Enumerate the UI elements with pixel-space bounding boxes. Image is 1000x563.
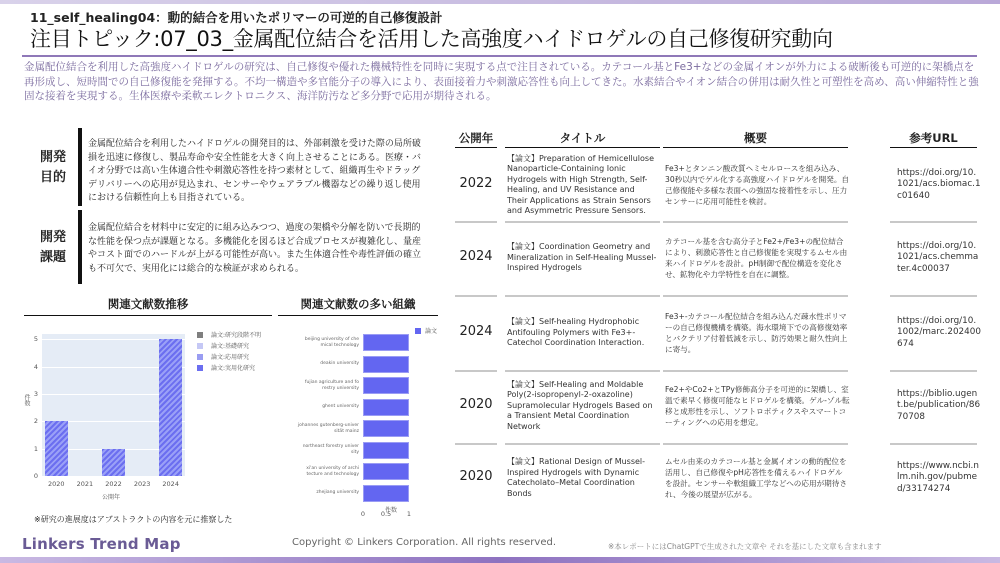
cell-summary: Fe3+とタンニン酸改質ヘミセルロースを組み込み、30秒以内でゲル化する高強度ハイドロゲルを開発。自己修復能や多様な表面への強固な接着性を示し、圧力センサーに応用可能性を検討。	[665, 164, 850, 206]
cell-url-link[interactable]: https://doi.org/10.1002/marc.202400674	[897, 315, 981, 349]
bar-2024	[159, 339, 182, 476]
y-tick-label: 2	[33, 417, 38, 426]
org-bar	[363, 463, 409, 480]
table-row	[455, 370, 980, 442]
org-bar	[363, 485, 409, 502]
column-header-url: 参考URL	[890, 130, 977, 148]
bar-2020	[45, 421, 68, 476]
top-organizations-chart	[275, 320, 440, 518]
x-tick-label: 0	[360, 510, 366, 518]
trend-chart-heading: 関連文献数推移	[24, 296, 272, 316]
cell-title: 【論文】Self-healing Hydrophobic Antifouling Polymers with Fe3+-Catechol Coordination Interaction.	[507, 317, 645, 347]
chart-legend: 論文	[415, 326, 437, 335]
disclaimer-text: ※本レポートにはChatGPTで生成された文章や それを基にした文章も含まれます	[608, 542, 882, 551]
y-tick-label: 0	[33, 472, 38, 480]
purpose-divider	[78, 128, 82, 206]
chart-note: ※研究の進展度はアブストラクトの内容を元に推察した	[34, 515, 233, 524]
org-label: deakin university	[320, 361, 359, 366]
cell-title: 【論文】Preparation of Hemicellulose Nanoparticle-Containing Ionic Hydrogels with High Strength, Self-Healing, and UV Resistance and Their Applications as Strain Sensors and Asymmetric Pressure Sensors.	[507, 153, 655, 215]
gridline	[42, 476, 185, 477]
y-tick-label: 5	[33, 335, 38, 344]
legend-item[interactable]: 論文:基礎研究	[197, 340, 261, 351]
title-divider	[22, 55, 977, 57]
purpose-text: 金属配位結合を利用したハイドロゲルの開発目的は、外部刺激を受けた際の局所破損を迅速に修復し、製品寿命や安全性能を大きく向上させることにある。医療・バイオ分野では高い生体適合性や刺激応答性を持つ素材として、組織再生やドラッグデリバリーへの応用が見込まれ、センサーやウェアラブル機器などの繰り返し使用における信頼性向上も目指されている。	[88, 139, 422, 203]
legend-item[interactable]: 論文:研究段階不明	[197, 329, 261, 340]
cell-year: 2020	[459, 469, 493, 484]
orgs-chart-heading: 関連文献数の多い組織	[278, 296, 438, 316]
table-row	[455, 222, 980, 294]
bottom-accent-band	[0, 557, 1000, 563]
cell-title: 【論文】Coordination Geometry and Mineralization in Self-Healing Mussel-Inspired Hydrogels	[507, 242, 657, 272]
cell-url-link[interactable]: https://biblio.ugent.be/publication/8670708	[897, 388, 981, 422]
development-challenge-block	[30, 210, 430, 290]
org-bar	[363, 420, 409, 437]
legend-item[interactable]: 論文:実用化研究	[197, 362, 261, 373]
publication-trend-chart	[22, 320, 272, 515]
cell-url-link[interactable]: https://doi.org/10.1021/acs.biomac.1c01640	[897, 167, 981, 201]
x-tick-label: 0.5	[380, 510, 392, 518]
legend-swatch	[415, 328, 421, 334]
y-tick-label: 1	[33, 444, 38, 453]
cell-year: 2024	[459, 249, 493, 264]
org-label: beijing university of che mical technology	[304, 336, 359, 348]
y-tick-label: 4	[33, 362, 38, 371]
challenge-text: 金属配位結合を材料中に安定的に組み込みつつ、過度の架橋や分解を防いで長期的な性能を保つ点が課題となる。多機能化を図るほど合成プロセスが複雑化し、量産やコスト面でのハードルが上がる可能性が高い。また生体適合性や毒性評価の確立も不可欠で、実用化には総合的な検証が求められる。	[88, 223, 422, 274]
report-subtitle: 11_self_healing04：動的結合を用いたポリマーの可逆的自己修復設計	[30, 10, 443, 25]
cell-year: 2024	[459, 324, 493, 339]
cell-title: 【論文】Self-Healing and Moldable Poly(2-isopropenyl-2-oxazoline) Supramolecular Hydrogels Based on a Transient Metal Coordination Network	[507, 379, 653, 431]
cell-year: 2020	[459, 397, 493, 412]
table-row	[455, 150, 980, 220]
org-bar	[363, 356, 409, 373]
org-label: xi'an university of archi tecture and technology	[306, 465, 359, 477]
copyright-text: Copyright © Linkers Corporation. All rights reserved.	[292, 537, 556, 548]
x-axis-title: 公開年	[102, 494, 121, 501]
x-axis-title: 件数	[385, 507, 398, 514]
chart-legend	[197, 329, 261, 373]
legend-swatch	[197, 343, 203, 349]
column-header-year: 公開年	[455, 130, 497, 148]
org-label: johannes gutenberg-univer sität mainz	[297, 422, 359, 434]
topic-summary: 金属配位結合を利用した高強度ハイドロゲルの研究は、自己修復や優れた機械特性を同時に実現する点で注目されている。カテコール基とFe3+などの金属イオンが外力による破断後も可逆的に架橋点を再形成し、短時間での自己修復能を発揮する。不均一構造や多官能分子の導入により、表面接着力や刺激応答性も向上してきた。水素結合やイオン結合の併用は耐久性と可塑性を高め、高い伸縮特性と強固な接着を実現する。生体医療や柔軟エレクトロニクス、海洋防汚など多分野で応用が期待される。	[24, 61, 979, 102]
table-row	[455, 297, 980, 369]
org-label: fujian agriculture and fo restry university	[304, 379, 359, 391]
cell-summary: Fe3+-カテコール配位結合を組み込んだ疎水性ポリマーの自己修復機構を構築。海水環境下での高修復効率とバクテリア付着低減を示し、防汚効果と耐久性向上に寄与。	[665, 312, 848, 354]
purpose-label: 開発 目的	[39, 150, 66, 185]
page-title: 注目トピック:07_03_金属配位結合を活用した高強度ハイドロゲルの自己修復研究動向	[30, 27, 833, 51]
brand-logo: Linkers Trend Map	[22, 535, 181, 553]
cell-title: 【論文】Rational Design of Mussel-Inspired Hydrogels with Dynamic Catecholato–Metal Coordination Bonds	[507, 457, 646, 498]
org-label: northeast forestry univer sity	[302, 444, 359, 455]
cell-summary: ムセル由来のカテコール基と金属イオンの動的配位を活用し、自己修復やpH応答性を備えるハイドロゲルを設計。センサーや軟組織工学などへの応用が期待され、今後の展望が広がる。	[665, 457, 847, 499]
challenge-divider	[78, 210, 82, 284]
table-row	[455, 443, 980, 513]
x-tick-label: 1	[406, 510, 412, 518]
x-tick-label: 2023	[133, 480, 151, 488]
x-tick-label: 2021	[76, 480, 94, 488]
cell-summary: カテコール基を含む高分子とFe2+/Fe3+の配位結合により、刺激応答性と自己修復能を実現するムセル由来ハイドロゲルを設計。pH制御で配位構造を変化させ、鉱物化や力学特性を自在に調整。	[665, 237, 848, 279]
legend-item[interactable]: 論文:応用研究	[197, 351, 261, 362]
org-label: ghent university	[322, 404, 359, 409]
bar-2022	[102, 449, 125, 476]
org-bar	[363, 399, 409, 416]
y-axis-title: 件数	[23, 394, 30, 406]
cell-url-link[interactable]: https://www.ncbi.nlm.nih.gov/pubmed/33174274	[897, 460, 979, 494]
cell-url-link[interactable]: https://doi.org/10.1021/acs.chemmater.4c00037	[897, 240, 979, 274]
column-header-title: タイトル	[505, 130, 660, 148]
org-label: zhejiang university	[316, 490, 359, 495]
org-bar	[363, 334, 409, 351]
legend-swatch	[197, 354, 203, 360]
challenge-label: 開発 課題	[39, 230, 66, 265]
x-tick-label: 2024	[162, 480, 179, 488]
org-bar	[363, 442, 409, 459]
cell-year: 2022	[459, 176, 493, 191]
column-header-summary: 概要	[663, 130, 848, 148]
org-bar	[363, 377, 409, 394]
cell-summary: Fe2+やCo2+とTPy修飾高分子を可逆的に架橋し、室温で素早く修復可能なヒドロゲルを構築。ゲル-ゾル転移と成形性を示し、ソフトロボティクスやスマートコーティングへの応用を想定。	[665, 385, 850, 427]
x-tick-label: 2022	[105, 480, 122, 488]
legend-swatch	[197, 365, 203, 371]
legend-swatch	[197, 332, 203, 338]
x-tick-label: 2020	[48, 480, 65, 488]
y-tick-label: 3	[33, 390, 38, 399]
development-purpose-block	[30, 128, 430, 208]
top-accent-band	[0, 0, 1000, 4]
